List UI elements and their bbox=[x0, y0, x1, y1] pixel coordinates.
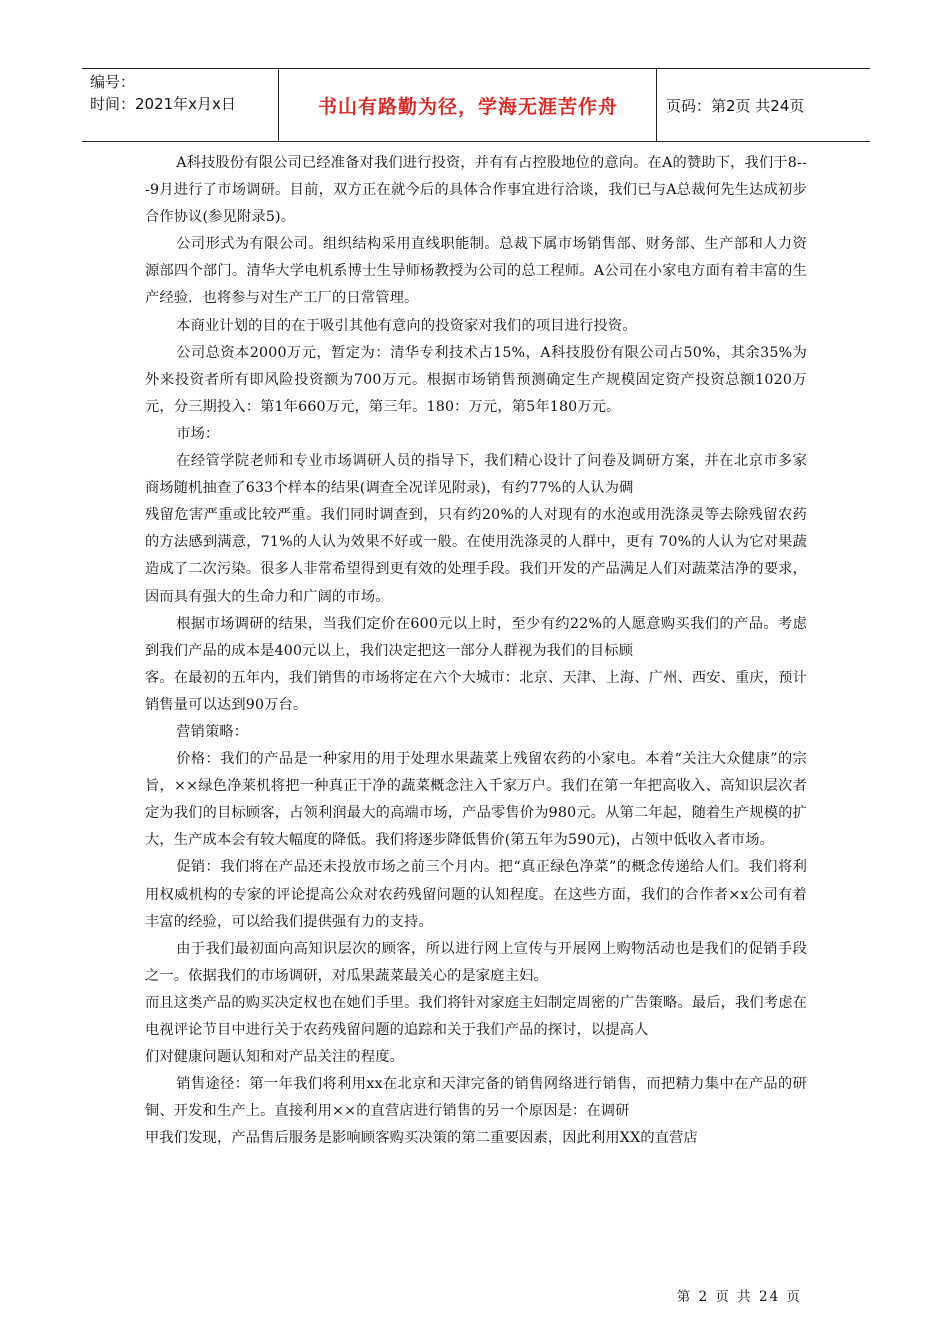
document-date-label: 时间：2021年x月x日 bbox=[90, 95, 236, 113]
paragraph-continuation: 而且这类产品的购买决定权也在她们手里。我们将针对家庭主妇制定周密的广告策略。最后，我们考虑在电视评论节目中进行关于农药残留问题的追踪和关于我们产品的探讨，以提高人 bbox=[145, 994, 807, 1038]
document-body bbox=[145, 150, 807, 1152]
paragraph: 促销：我们将在产品还未投放市场之前三个月内。把“真正绿色净菜”的概念传递给人们。我们将利用权威机构的专家的评论提高公众对农药残留问题的认知程度。在这些方面，我们的合作者×x公司有着丰富的经验，可以给我们提供强有力的支持。 bbox=[145, 859, 807, 930]
page-footer: 第 2 页 共 24 页 bbox=[676, 1289, 802, 1305]
page-number-label: 页码：第2页 共24页 bbox=[666, 96, 805, 115]
section-heading-marketing: 营销策略： bbox=[176, 723, 249, 740]
paragraph: 在经管学院老师和专业市场调研人员的指导下，我们精心设计了问卷及调研方案，并在北京市多家商场随机抽查了633个样本的结果(调查全况详见附录)，有约77%的人认为碉 bbox=[145, 453, 807, 497]
paragraph: 价格：我们的产品是一种家用的用于处理水果蔬菜上残留农药的小家电。本着“关注大众健康”的宗旨，××绿色净莱机将把一种真正干净的蔬菜概念注入千家万户。我们在第一年把高收入、高知识层次者定为我们的目标顾客，占领利润最大的高端市场，产品零售价为980元。从第二年起，随着生产规模的扩大，生产成本会有较大幅度的降低。我们将逐步降低售价(第五年为590元)，占领中低收入者市场。 bbox=[145, 751, 807, 849]
document-number-label: 编号： bbox=[90, 73, 136, 91]
paragraph-continuation: 残留危害严重或比较严重。我们同时调查到，只有约20%的人对现有的水泡或用洗涤灵等去除残留农药的方法感到满意，71%的人认为效果不好或一般。在使用洗涤灵的人群中，更有 70%的人认为它对果蔬造成了二次污染。很多人非常希望得到更有效的处理手段。我们开发的产品满足人们对蔬菜洁净的要求，因而具有强大的生命力和广阔的市场。 bbox=[145, 507, 807, 605]
paragraph: 公司形式为有限公司。组织结构采用直线职能制。总裁下属市场销售部、财务部、生产部和人力资源部四个部门。清华大学电机系博士生导师杨教授为公司的总工程师。A公司在小家电方面有着丰富的生产经验．也将参与对生产工厂的日常管理。 bbox=[145, 236, 807, 307]
paragraph-continuation: 们对健康问题认知和对产品关注的程度。 bbox=[145, 1049, 404, 1066]
header-motto: 书山有路勤为径，学海无涯苦作舟 bbox=[280, 69, 657, 141]
section-heading-market: 市场： bbox=[176, 425, 220, 442]
paragraph: 根据市场调研的结果，当我们定价在600元以上时，至少有约22%的人愿意购买我们的产品。考虑到我们产品的成本是400元以上，我们决定把这一部分人群视为我们的目标顾 bbox=[145, 615, 807, 659]
paragraph-continuation: 客。在最初的五年内，我们销售的市场将定在六个大城市：北京、天津、上海、广州、西安、重庆，预计销售量可以达到90万台。 bbox=[145, 669, 807, 713]
paragraph: 销售途径：第一年我们将利用xx在北京和天津完备的销售网络进行销售，而把精力集中在产品的研铜、开发和生产上。直接利用××的直营店进行销售的另一个原因是：在调研 bbox=[145, 1076, 807, 1120]
paragraph: 公司总资本2000万元，暂定为：清华专利技术占15%，A科技股份有限公司占50%，其余35%为外来投资者所有即风险投资额为700万元。根据市场销售预测确定生产规模固定资产投资总额1020万元，分三期投入：第1年660万元，第三年。180：万元，第5年180万元。 bbox=[145, 344, 807, 415]
paragraph-continuation: 甲我们发现，产品售后服务是影响顾客购买决策的第二重要因素，因此利用XX的直营店 bbox=[145, 1130, 698, 1147]
page-header bbox=[82, 68, 870, 142]
paragraph: 由于我们最初面向高知识层次的顾客，所以进行网上宣传与开展网上购物活动也是我们的促销手段之一。依据我们的市场调研，对瓜果蔬菜最关心的是家庭主妇。 bbox=[145, 940, 807, 984]
header-page-info bbox=[658, 69, 870, 141]
paragraph: 本商业计划的目的在于吸引其他有意向的投资家对我们的项目进行投资。 bbox=[176, 317, 637, 334]
paragraph: A科技股份有限公司已经准备对我们进行投资，并有有占控股地位的意向。在A的赞助下，我们于8---9月进行了市场调研。目前，双方正在就今后的具体合作事宜进行洽谈，我们已与A总裁何先生达成初步合作协议(参见附录5)。 bbox=[145, 155, 807, 226]
header-meta bbox=[82, 69, 279, 141]
